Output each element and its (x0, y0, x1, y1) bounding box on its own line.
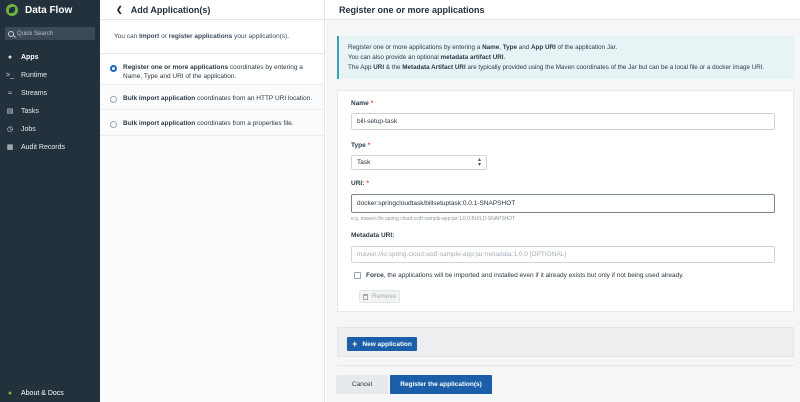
plus-icon: + (352, 339, 358, 349)
option-register-applications[interactable] (100, 54, 324, 85)
label-text: Type (351, 142, 366, 149)
type-select[interactable] (351, 155, 487, 170)
force-text (366, 272, 684, 279)
option-rest: coordinates by entering a Name, Type and URI of the application. (123, 64, 303, 81)
intro-import: Import (139, 33, 160, 40)
sidebar-item-audit-records[interactable] (0, 138, 100, 156)
info-line-3 (348, 63, 785, 73)
new-application-bar (337, 327, 794, 357)
info-text: You can also provide an optional (348, 53, 441, 61)
sidebar-item-jobs[interactable] (0, 120, 100, 138)
info-text: & the (384, 63, 403, 71)
intro-register: register applications (168, 33, 233, 40)
register-applications-button[interactable]: Register the application(s) (390, 375, 492, 394)
sidebar-item-label: Tasks (21, 107, 39, 115)
sidebar-item-apps[interactable] (0, 48, 100, 66)
quick-search-input[interactable] (5, 27, 95, 40)
back-chevron-icon[interactable]: ❮ (116, 5, 123, 14)
intro-post: your application(s). (232, 33, 290, 40)
info-text: The App (348, 63, 374, 71)
metadata-uri-label: Metadata URI: (351, 232, 395, 239)
sidebar-item-label: Runtime (21, 71, 48, 79)
force-rest: , the applications will be imported and installed even if it already exists but only if not being used already. (383, 272, 684, 279)
info-bold: Type (502, 44, 517, 51)
trash-icon (363, 294, 368, 300)
info-text: of the application Jar. (555, 44, 618, 51)
spring-logo-icon (6, 4, 18, 16)
intro-text (100, 20, 324, 54)
info-text: and (516, 44, 531, 51)
info-bold: URI (373, 63, 385, 71)
about-label: About & Docs (21, 389, 64, 397)
info-text: , (499, 44, 503, 51)
divider (337, 365, 794, 366)
terminal-icon: >_ (6, 71, 14, 79)
required-mark: * (367, 142, 371, 149)
sidebar-item-streams[interactable] (0, 84, 100, 102)
app-name: Data Flow (25, 4, 73, 16)
radio[interactable] (110, 121, 117, 128)
radio[interactable] (110, 96, 117, 103)
intro-mid: or (159, 33, 169, 40)
uri-hint: e.g. maven://io.spring.cloud:scdf-sample-app:jar:1.0.0.BUILD-SNAPSHOT (351, 216, 516, 222)
force-checkbox[interactable] (354, 272, 361, 279)
option-text (123, 94, 312, 103)
application-form (337, 90, 794, 312)
info-line-1 (348, 43, 785, 53)
option-bulk-import-uri[interactable] (100, 85, 324, 110)
remove-button[interactable] (359, 290, 400, 303)
radio-selected[interactable] (110, 65, 117, 72)
label-text: URI: (351, 180, 365, 187)
info-bold: Name (482, 44, 500, 51)
info-text: . (503, 53, 506, 61)
option-bold: Bulk import application (123, 95, 196, 102)
new-application-label: New application (362, 340, 412, 348)
force-bold: Force (366, 272, 384, 279)
register-panel (326, 0, 800, 402)
audit-icon: ▦ (6, 144, 14, 151)
option-bold: Bulk import application (123, 120, 196, 128)
leaf-icon: ● (7, 389, 13, 397)
sidebar-item-tasks[interactable] (0, 102, 100, 120)
register-title: Register one or more applications (326, 0, 800, 20)
clock-icon: ◷ (6, 126, 14, 133)
option-bulk-import-properties[interactable] (100, 110, 324, 135)
info-text: Register one or more applications by entering a (348, 44, 483, 51)
option-text (123, 119, 294, 128)
name-label (351, 100, 373, 107)
add-application-panel (100, 0, 325, 402)
info-line-2 (348, 53, 785, 63)
name-input[interactable]: bill-setup-task (351, 113, 775, 130)
uri-label (351, 180, 369, 187)
force-option[interactable] (354, 272, 684, 279)
info-bold: Metadata Artifact URI (402, 63, 466, 71)
option-text (123, 63, 314, 82)
required-mark: * (370, 100, 374, 107)
sidebar-item-label: Apps (21, 53, 39, 61)
sidebar-item-runtime[interactable] (0, 66, 100, 84)
streams-icon: ≈ (8, 89, 12, 97)
new-application-button[interactable] (347, 337, 417, 351)
cancel-button[interactable]: Cancel (336, 375, 388, 394)
sidebar-item-label: Jobs (21, 125, 36, 133)
info-bold: metadata artifact URI (440, 53, 504, 61)
uri-input[interactable]: docker:springcloudtask/billsetuptask:0.0.1-SNAPSHOT (351, 194, 775, 213)
brand[interactable] (0, 0, 100, 20)
about-docs-link[interactable] (0, 388, 100, 398)
option-rest: coordinates from a properties file. (195, 120, 294, 128)
metadata-uri-input[interactable]: maven://io.spring.cloud:scdf-sample-app:jar:metadata:1.0.0 [OPTIONAL] (351, 246, 775, 263)
sidebar-item-label: Audit Records (21, 143, 65, 151)
tasks-icon: ▤ (6, 108, 14, 115)
remove-label: Remove (371, 293, 397, 300)
type-label (351, 142, 370, 149)
panel-title: Add Application(s) (130, 4, 211, 15)
search-icon (8, 31, 14, 37)
sidebar-item-label: Streams (21, 89, 48, 97)
panel-header (100, 0, 324, 20)
intro-pre: You can (114, 33, 140, 40)
info-bold: App URI (530, 44, 556, 51)
sidebar (0, 0, 100, 402)
option-rest: coordinates from an HTTP URI location. (195, 95, 313, 102)
select-chevrons-icon: ▴ ▾ (477, 157, 481, 168)
apps-icon: ● (7, 53, 13, 61)
label-text: Name (351, 100, 369, 107)
info-text: are typically provided using the Maven coordinates of the Jar but can be a local file or a docker image URI. (465, 63, 765, 71)
type-selected-value: Task (357, 159, 371, 166)
info-box (337, 36, 794, 79)
search-placeholder: Quick Search (17, 30, 54, 37)
required-mark: * (366, 180, 369, 187)
option-bold: Register one or more applications (123, 64, 229, 71)
